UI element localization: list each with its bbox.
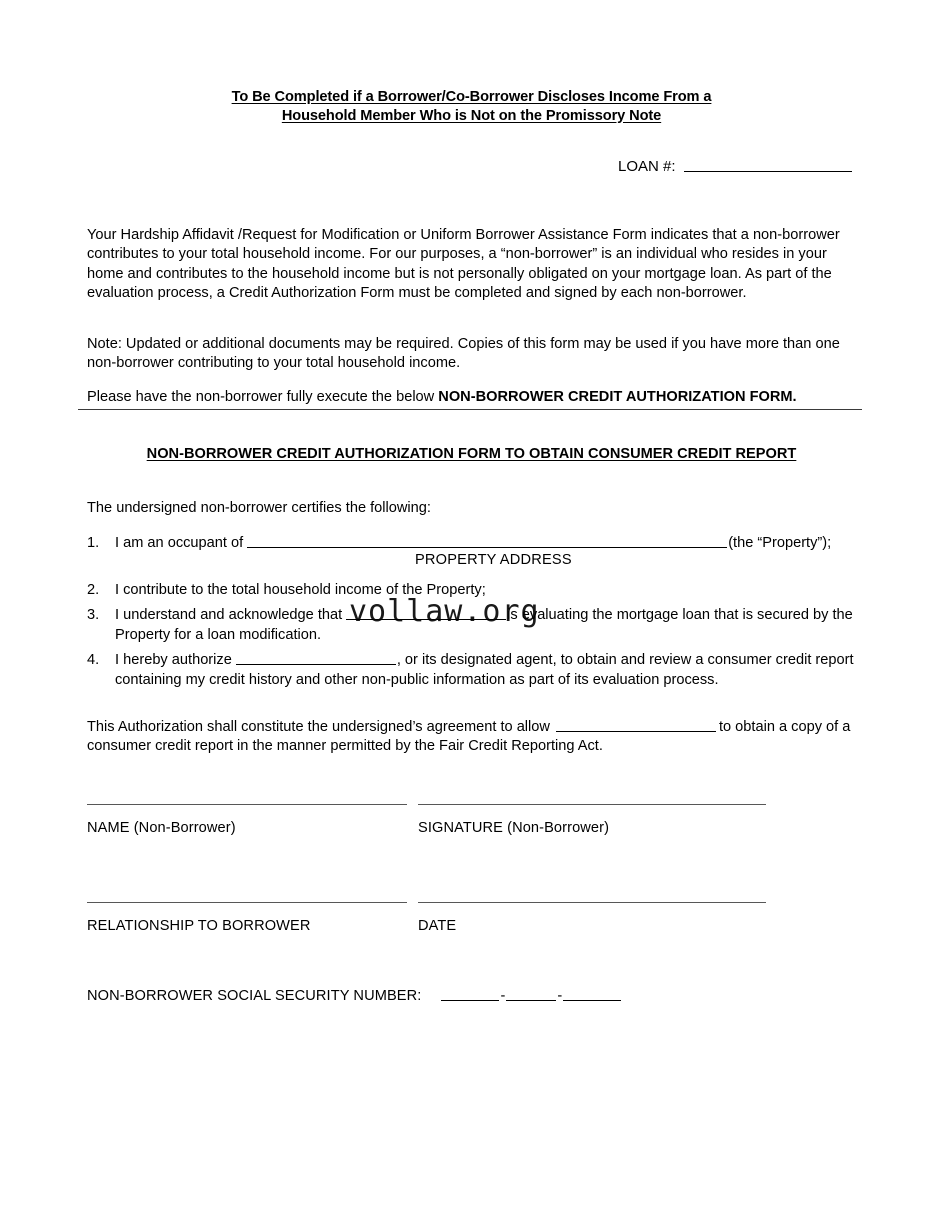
list-item-text-after: (the “Property”);	[728, 535, 832, 551]
certification-lead-in: The undersigned non-borrower certifies the following:	[87, 500, 431, 516]
list-item-body	[115, 606, 866, 645]
authorization-party-input[interactable]	[556, 731, 716, 732]
list-item-text-after: is evaluating the mortgage loan that is secured by the Property for a loan modification.	[115, 607, 853, 643]
watermark-vollaw-org: vollaw.org	[349, 594, 540, 629]
document-title-line-1: To Be Completed if a Borrower/Co-Borrower Discloses Income From a	[231, 89, 712, 105]
ssn-part1-input[interactable]	[441, 1000, 499, 1001]
ssn-separator-2: -	[557, 988, 563, 1004]
servicer-name-input[interactable]	[346, 619, 506, 620]
date-line[interactable]	[418, 902, 766, 903]
execute-instruction	[87, 388, 866, 408]
list-item	[87, 581, 866, 601]
signature-field-label: SIGNATURE (Non-Borrower)	[418, 820, 610, 836]
authorized-party-input[interactable]	[236, 664, 396, 665]
note-paragraph: Note: Updated or additional documents may be required. Copies of this form may be used if you have more than one non-borrower contributing to your total household income.	[87, 335, 840, 372]
list-item-body	[115, 581, 866, 601]
signature-line[interactable]	[418, 804, 766, 805]
section-heading: NON-BORROWER CREDIT AUTHORIZATION FORM TO OBTAIN CONSUMER CREDIT REPORT	[146, 446, 797, 462]
loan-number-input[interactable]	[684, 171, 852, 172]
relationship-field-label: RELATIONSHIP TO BORROWER	[87, 918, 311, 934]
loan-number-label: LOAN #:	[618, 158, 676, 175]
ssn-part2-input[interactable]	[506, 1000, 556, 1001]
document-title-line-2: Household Member Who is Not on the Promissory Note	[281, 107, 662, 124]
list-item	[87, 651, 866, 690]
section-divider	[78, 409, 862, 410]
ssn-part3-input[interactable]	[563, 1000, 621, 1001]
intro-paragraph: Your Hardship Affidavit /Request for Modification or Uniform Borrower Assistance Form indicates that a non-borrower contributes to your total household income. For our purposes, a “non-borrower” is an individual who resides in your home and contributes to the household income but is not personally obligated on your mortgage loan. As part of the evaluation process, a Credit Authorization Form must be completed and signed by each non-borrower.	[87, 226, 840, 302]
ssn-row	[87, 988, 621, 1004]
property-address-label: PROPERTY ADDRESS	[415, 552, 572, 568]
list-item-body	[115, 534, 866, 554]
list-item-number: 3.	[87, 607, 100, 623]
ssn-label: NON-BORROWER SOCIAL SECURITY NUMBER:	[87, 988, 422, 1004]
authorization-paragraph	[87, 718, 877, 757]
list-item-number: 1.	[87, 535, 100, 551]
name-field-label: NAME (Non-Borrower)	[87, 820, 236, 836]
execute-instruction-prefix: Please have the non-borrower fully execute the below	[87, 388, 439, 405]
list-item-body	[115, 651, 866, 690]
execute-instruction-bold: NON-BORROWER CREDIT AUTHORIZATION FORM.	[438, 388, 797, 405]
loan-number-row	[618, 157, 852, 177]
list-item	[87, 606, 866, 645]
list-item-text-after: , or its designated agent, to obtain and review a consumer credit report containing my credit history and other non-public information as part of its evaluation process.	[115, 652, 854, 688]
list-item-text-before: I understand and acknowledge that	[115, 607, 343, 623]
list-item	[87, 534, 866, 554]
ssn-separator-1: -	[500, 988, 506, 1004]
relationship-line[interactable]	[87, 902, 407, 903]
authorization-text-before: This Authorization shall constitute the undersigned’s agreement to allow	[87, 718, 550, 735]
property-address-input[interactable]	[247, 547, 727, 548]
list-item-number: 2.	[87, 582, 100, 598]
list-item-number: 4.	[87, 652, 100, 668]
list-item-text-before: I hereby authorize	[115, 652, 232, 668]
document-title	[0, 88, 943, 125]
list-item-text-before: I am an occupant of	[115, 535, 244, 551]
list-item-text-before: I contribute to the total household income of the Property;	[115, 582, 486, 598]
date-field-label: DATE	[418, 918, 457, 934]
authorization-text-after: to obtain a copy of a consumer credit report in the manner permitted by the Fair Credit Reporting Act.	[87, 718, 851, 755]
name-signature-line[interactable]	[87, 804, 407, 805]
